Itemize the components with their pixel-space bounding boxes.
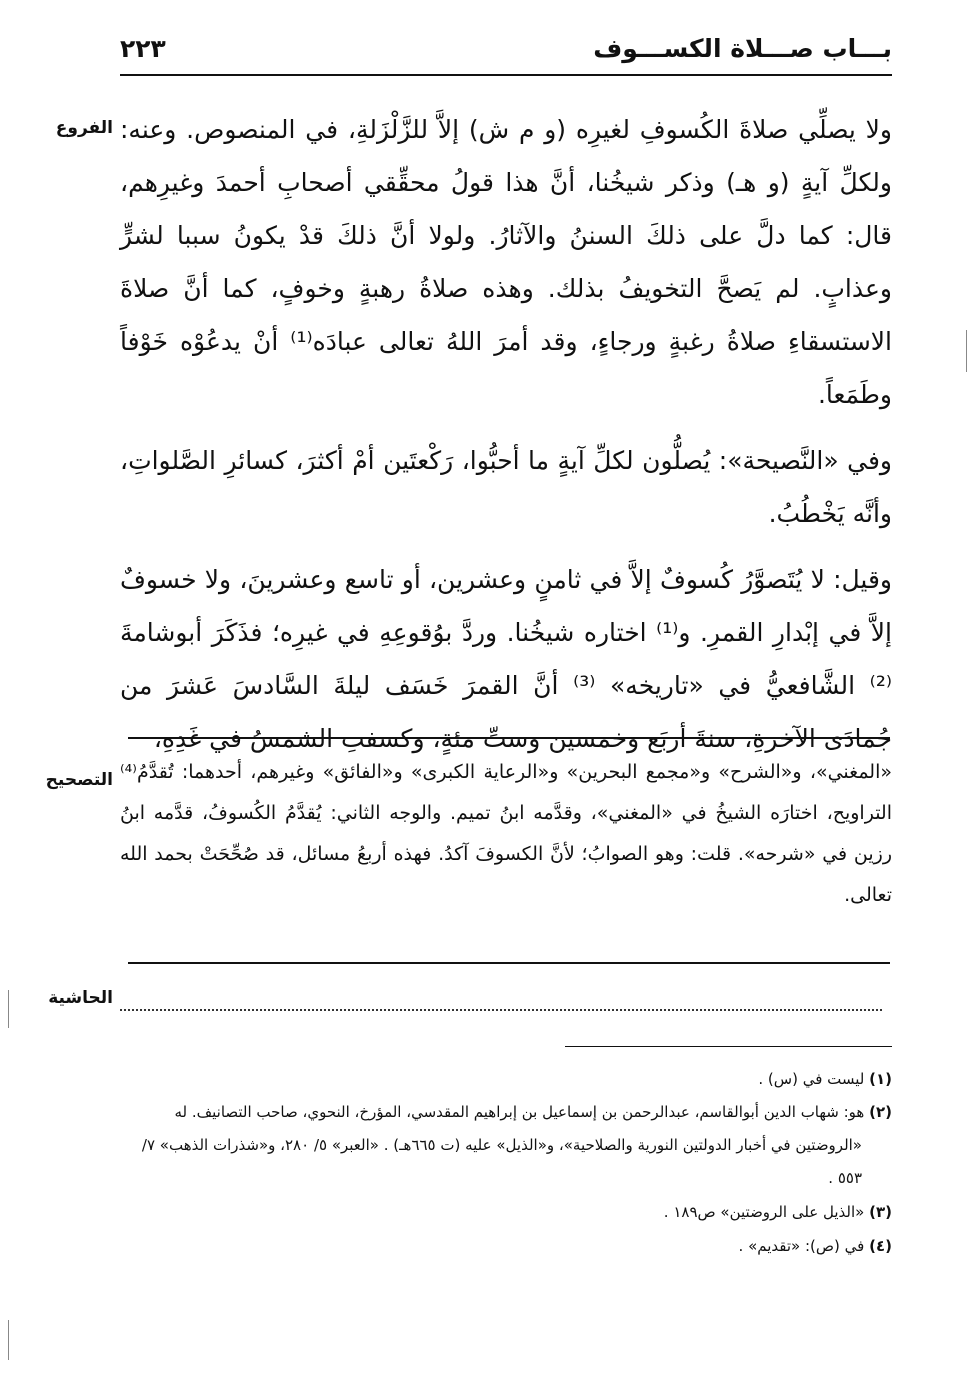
running-header bbox=[120, 30, 892, 76]
footnote-number: (٢) bbox=[869, 1103, 892, 1121]
footnotes-list bbox=[120, 1062, 892, 1263]
paragraph: وقيل: لا يُتَصوَّرُ كُسوفٌ إلاَّ في ثامنٍ وعشرين، أو تاسع وعشرينَ، ولا خسوفٌ إلاَّ في إبْدارِ القمرِ. و⁽¹⁾ اختاره شيخُنا. وردَّ بوُقوعِهِ في غيرِه؛ فذَكَرَ أبوشامةَ ⁽²⁾ الشَّافعيُّ في «تاريخه» ⁽³⁾ أنَّ القمرَ خَسَف ليلةَ السَّادسَ عَشرَ من جُمادَى الآخرةِ، سنةَ أربَع وخمسين وستِّ مئةٍ، وكسفتِ الشمسُ في غَدِهِ، bbox=[120, 565, 892, 753]
footnote-text: في (ص): «تقديم» . bbox=[738, 1237, 865, 1255]
footnote bbox=[120, 1229, 892, 1263]
footnote-number: (٣) bbox=[869, 1203, 892, 1221]
footnote-text: ليست في (س) . bbox=[758, 1070, 865, 1088]
paragraph: ولا يصلِّي صلاةَ الكُسوفِ لغيرِه (و م ش) إلاَّ للزَّلْزَلةِ، في المنصوص. وعنه: ولكلِّ آيةٍ (و هـ) وذكر شيخُنا، أنَّ هذا قولُ محقِّقي أصحابِ أحمدَ وغيرِهم، قال: كما دلَّ على ذلكَ السننُ والآثارُ. ولولا أنَّ ذلكَ قدْ يكونُ سببا لشرٍّ وعذابٍ. لم يَصحَّ التخويفُ بذلك. وهذه صلاةُ رهبةٍ وخوفٍ، كما أنَّ صلاةَ الاستسقاءِ صلاةُ رغبةٍ ورجاءٍ، وقد أمرَ اللهُ تعالى عبادَه⁽¹⁾ أنْ يدعُوْه خَوْفاً وطَمَعاً. bbox=[120, 115, 893, 409]
label-hashiya: الحاشية bbox=[48, 988, 113, 1008]
footnote-text: هو: شهاب الدين أبوالقاسم، عبدالرحمن بن إسماعيل بن إبراهيم المقدسي، المؤرخ، النحوي، صاحب التصانيف. له «الروضتين في أخبار الدولتين النورية والصلاحية»، و«الذيل» عليه (ت ٦٦٥هـ) . «العبر» ٥/ ٢٨٠، و«شذرات الذهب» ٧/ ٥٥٣ . bbox=[141, 1103, 865, 1187]
scan-margin-mark bbox=[8, 990, 9, 1028]
footnote-text: «الذيل على الروضتين» ص١٨٩ . bbox=[663, 1203, 865, 1221]
chapter-title: بـــاب صـــلاة الكســـوف bbox=[593, 34, 892, 63]
tashih-body: «المغني»، و«الشرح» و«مجمع البحرين» و«الرعاية الكبرى» و«الفائق» وغيرهم، أحدهما: تُقدَّمُ⁽⁴⁾ التراويح، اختارَه الشيخُ في «المغني»، وقدَّمه ابنُ تميم. والوجه الثاني: يُقدَّمُ الكُسوفُ، قدَّمه ابنُ رزين في «شرحه». قلت: وهو الصوابُ؛ لأنَّ الكسوفَ آكدُ. فهذه أربعُ مسائل، قد صُحِّحَتْ بحمد الله تعالى. bbox=[120, 761, 892, 906]
footnote bbox=[120, 1062, 892, 1096]
label-furu: الفروع bbox=[55, 118, 113, 138]
footnote-separator bbox=[565, 1046, 892, 1047]
page-number: ٢٢٣ bbox=[120, 34, 166, 63]
scan-margin-mark bbox=[8, 1320, 9, 1360]
footnote bbox=[120, 1096, 892, 1195]
main-body bbox=[120, 103, 892, 778]
footnote bbox=[120, 1195, 892, 1229]
label-tashih: التصحيح bbox=[45, 770, 113, 790]
hashiya-dotted-line bbox=[120, 985, 882, 1011]
paragraph: وفي «النَّصيحة»: يُصلُّون لكلِّ آيةٍ ما أحبُّوا، رَكْعتَين أمْ أكثرَ، كسائرِ الصَّلواتِ، وأنَّه يَخْطُبُ. bbox=[120, 446, 892, 528]
tashih-end-rule bbox=[128, 962, 890, 964]
footnote-number: (٤) bbox=[869, 1237, 892, 1255]
footnote-number: (١) bbox=[869, 1070, 892, 1088]
tashih-rule bbox=[128, 737, 890, 739]
scan-margin-mark bbox=[966, 330, 967, 372]
